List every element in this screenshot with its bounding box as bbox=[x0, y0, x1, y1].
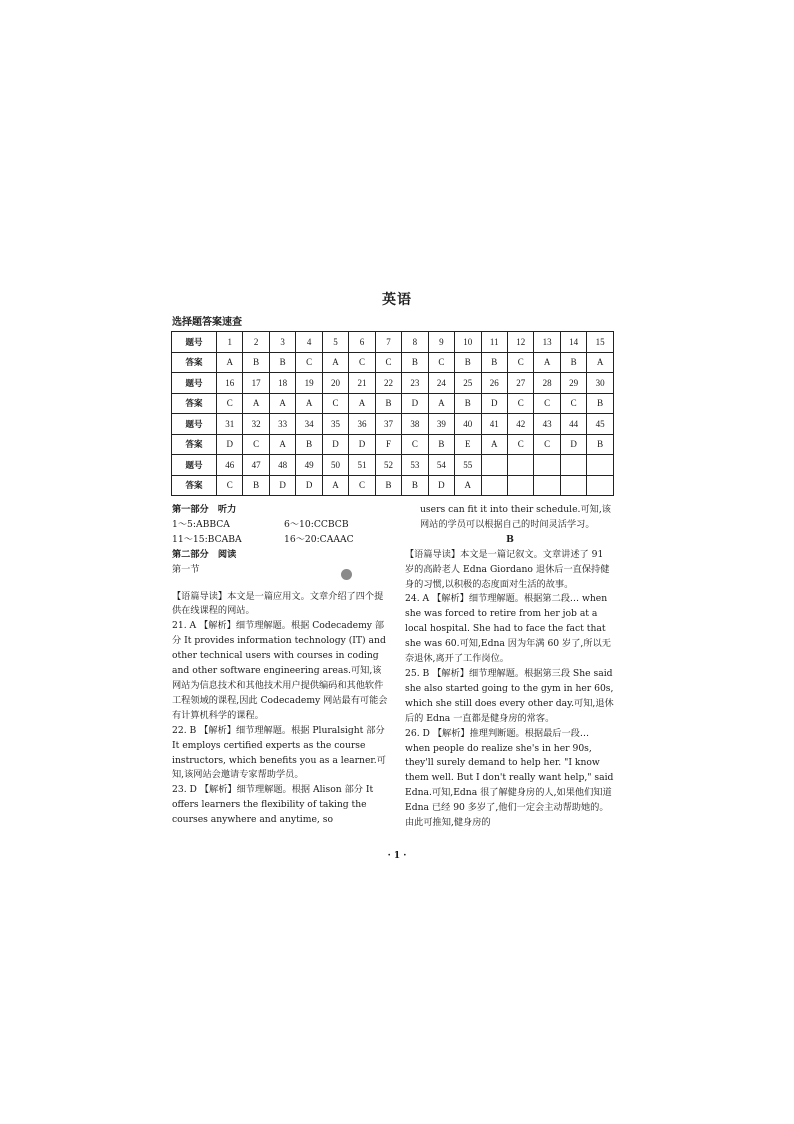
question-number-cell: 55 bbox=[455, 455, 481, 476]
question-number-cell: 38 bbox=[402, 414, 428, 435]
question-number-cell: 28 bbox=[534, 373, 560, 394]
part1-heading: 第一部分 听力 bbox=[172, 504, 237, 515]
answer-cell bbox=[560, 475, 586, 496]
question-number-cell: 34 bbox=[296, 414, 322, 435]
answer-cell: C bbox=[534, 393, 560, 414]
row-label-answer: 答案 bbox=[172, 434, 217, 455]
answer-table bbox=[171, 331, 614, 496]
scan-dot-mark bbox=[341, 569, 352, 580]
answer-cell bbox=[507, 475, 533, 496]
quick-check-heading: 选择题答案速查 bbox=[172, 317, 242, 328]
answer-cell: D bbox=[217, 434, 243, 455]
question-number-cell: 2 bbox=[243, 332, 269, 353]
answer-cell: A bbox=[217, 352, 243, 373]
question-number-cell: 29 bbox=[560, 373, 586, 394]
question-number-cell: 10 bbox=[455, 332, 481, 353]
question-number-cell: 32 bbox=[243, 414, 269, 435]
answer-cell: A bbox=[322, 475, 348, 496]
answer-cell: B bbox=[375, 393, 401, 414]
section-label: 第一节 bbox=[172, 563, 200, 575]
row-label-answer: 答案 bbox=[172, 393, 217, 414]
question-number-cell: 27 bbox=[507, 373, 533, 394]
question-number-cell bbox=[534, 455, 560, 476]
question-number-cell: 15 bbox=[587, 332, 614, 353]
answer-cell: C bbox=[507, 434, 533, 455]
answer-cell: B bbox=[296, 434, 322, 455]
answer-cell: A bbox=[455, 475, 481, 496]
question-number-cell: 19 bbox=[296, 373, 322, 394]
answer-cell: A bbox=[587, 352, 614, 373]
answer-cell: D bbox=[402, 393, 428, 414]
row-label-question: 题号 bbox=[172, 455, 217, 476]
question-number-cell: 5 bbox=[322, 332, 348, 353]
answer-cell: C bbox=[375, 352, 401, 373]
answer-cell: A bbox=[481, 434, 507, 455]
answer-cell: B bbox=[243, 475, 269, 496]
answer-cell: B bbox=[455, 393, 481, 414]
question-number-cell: 50 bbox=[322, 455, 348, 476]
question-number-cell: 4 bbox=[296, 332, 322, 353]
listening-answers-2: 6～10:CCBCB bbox=[284, 518, 349, 530]
answer-cell: B bbox=[402, 352, 428, 373]
question-number-row bbox=[172, 373, 614, 394]
answer-cell: C bbox=[402, 434, 428, 455]
question-number-cell: 12 bbox=[507, 332, 533, 353]
answer-cell: A bbox=[349, 393, 375, 414]
question-number-cell: 16 bbox=[217, 373, 243, 394]
question-number-cell: 40 bbox=[455, 414, 481, 435]
answer-cell: A bbox=[322, 352, 348, 373]
answer-cell: B bbox=[375, 475, 401, 496]
question-number-cell: 41 bbox=[481, 414, 507, 435]
question-number-cell: 9 bbox=[428, 332, 454, 353]
question-number-cell: 3 bbox=[269, 332, 295, 353]
question-number-cell: 20 bbox=[322, 373, 348, 394]
answer-cell: D bbox=[269, 475, 295, 496]
question-number-cell: 14 bbox=[560, 332, 586, 353]
question-number-cell: 24 bbox=[428, 373, 454, 394]
question-number-cell bbox=[481, 455, 507, 476]
answer-cell: D bbox=[322, 434, 348, 455]
answer-cell: C bbox=[349, 352, 375, 373]
question-number-cell: 39 bbox=[428, 414, 454, 435]
answer-cell: D bbox=[560, 434, 586, 455]
question-number-cell: 45 bbox=[587, 414, 614, 435]
question-number-cell: 37 bbox=[375, 414, 401, 435]
answer-21: 21. A 【解析】细节理解题。根据 Codecademy 部分 It provides information technology (IT) and other technical users with courses in coding and other software engineering areas.可知,该网站为信息技术和其他技术用户提供编码和其他软件工程领域的课程,因此 Codecademy 网站最有可能会有计算机科学的课程。 bbox=[172, 620, 388, 721]
left-column bbox=[172, 503, 390, 828]
question-number-cell: 26 bbox=[481, 373, 507, 394]
answer-cell: A bbox=[243, 393, 269, 414]
answer-cell: B bbox=[402, 475, 428, 496]
answer-23-continued: users can fit it into their schedule.可知,该网站的学员可以根据自己的时间灵活学习。 bbox=[420, 504, 611, 530]
question-number-row bbox=[172, 455, 614, 476]
answer-24: 24. A 【解析】细节理解题。根据第二段… when she was forced to retire from her job at a local hospital. She had to face the fact that she was 60.可知,Edna 因为年满 60 岁了,所以无奈退休,离开了工作岗位。 bbox=[405, 593, 611, 665]
answer-cell: D bbox=[481, 393, 507, 414]
answer-cell bbox=[481, 475, 507, 496]
question-number-cell: 46 bbox=[217, 455, 243, 476]
answer-row bbox=[172, 434, 614, 455]
part2-heading: 第二部分 阅读 bbox=[172, 548, 237, 560]
answer-26: 26. D 【解析】推理判断题。根据最后一段… when people do realize she's in her 90s, they'll surely demand to help her. "I know them well. But I don't really want help," said Edna.可知,Edna 很了解健身房的人,如果他们知道 Edna 已经 90 多岁了,他们一定会主动帮助她的。由此可推知,健身房的 bbox=[405, 727, 614, 829]
answer-cell: C bbox=[217, 393, 243, 414]
question-number-cell: 22 bbox=[375, 373, 401, 394]
row-label-answer: 答案 bbox=[172, 475, 217, 496]
listening-answers-3: 11～15:BCABA bbox=[172, 533, 242, 545]
question-number-cell: 25 bbox=[455, 373, 481, 394]
answer-cell: C bbox=[322, 393, 348, 414]
answer-cell: B bbox=[481, 352, 507, 373]
question-number-cell: 47 bbox=[243, 455, 269, 476]
question-number-cell: 7 bbox=[375, 332, 401, 353]
question-number-cell: 23 bbox=[402, 373, 428, 394]
question-number-cell: 43 bbox=[534, 414, 560, 435]
question-number-cell: 54 bbox=[428, 455, 454, 476]
question-number-cell: 52 bbox=[375, 455, 401, 476]
question-number-cell: 31 bbox=[217, 414, 243, 435]
answer-cell: F bbox=[375, 434, 401, 455]
answer-cell: E bbox=[455, 434, 481, 455]
question-number-cell: 33 bbox=[269, 414, 295, 435]
answer-cell: D bbox=[428, 475, 454, 496]
answer-cell bbox=[534, 475, 560, 496]
question-number-cell: 44 bbox=[560, 414, 586, 435]
question-number-cell: 48 bbox=[269, 455, 295, 476]
question-number-cell: 36 bbox=[349, 414, 375, 435]
answer-23: 23. D 【解析】细节理解题。根据 Alison 部分 It offers learners the flexibility of taking the courses anywhere and anytime, so bbox=[172, 784, 374, 826]
question-number-cell: 8 bbox=[402, 332, 428, 353]
passage-b-intro: 【语篇导读】本文是一篇记叙文。文章讲述了 91 岁的高龄老人 Edna Giordano 退休后一直保持健身的习惯,以积极的态度面对生活的故事。 bbox=[405, 548, 610, 590]
listening-answers-row1 bbox=[172, 518, 390, 533]
row-label-question: 题号 bbox=[172, 332, 217, 353]
question-number-cell: 6 bbox=[349, 332, 375, 353]
listening-answers-4: 16～20:CAAAC bbox=[284, 533, 354, 545]
answer-25: 25. B 【解析】细节理解题。根据第三段 She said she also started going to the gym in her 60s, which she still does every other day.可知,退休后的 Edna 一直都是健身房的常客。 bbox=[405, 667, 614, 724]
question-number-cell: 21 bbox=[349, 373, 375, 394]
answer-cell: B bbox=[587, 393, 614, 414]
question-number-cell: 11 bbox=[481, 332, 507, 353]
answer-cell: A bbox=[428, 393, 454, 414]
question-number-cell: 13 bbox=[534, 332, 560, 353]
page-title: 英语 bbox=[382, 292, 412, 308]
answer-row bbox=[172, 393, 614, 414]
answer-cell bbox=[587, 475, 614, 496]
answer-row bbox=[172, 352, 614, 373]
row-label-question: 题号 bbox=[172, 414, 217, 435]
question-number-cell: 42 bbox=[507, 414, 533, 435]
answer-cell: C bbox=[507, 393, 533, 414]
row-label-question: 题号 bbox=[172, 373, 217, 394]
answer-cell: C bbox=[428, 352, 454, 373]
question-number-cell: 1 bbox=[217, 332, 243, 353]
answer-cell: C bbox=[560, 393, 586, 414]
question-number-cell: 17 bbox=[243, 373, 269, 394]
answer-cell: A bbox=[269, 393, 295, 414]
page-number: · 1 · bbox=[387, 851, 407, 861]
row-label-answer: 答案 bbox=[172, 352, 217, 373]
listening-answers-row2 bbox=[172, 533, 390, 548]
answer-cell: A bbox=[534, 352, 560, 373]
answer-cell: D bbox=[349, 434, 375, 455]
question-number-cell: 53 bbox=[402, 455, 428, 476]
listening-answers-1: 1～5:ABBCA bbox=[172, 518, 230, 530]
answer-cell: B bbox=[243, 352, 269, 373]
question-number-cell: 35 bbox=[322, 414, 348, 435]
answer-cell: B bbox=[587, 434, 614, 455]
right-column bbox=[405, 503, 615, 831]
answer-cell: C bbox=[349, 475, 375, 496]
question-number-cell: 18 bbox=[269, 373, 295, 394]
question-number-cell: 30 bbox=[587, 373, 614, 394]
answer-22: 22. B 【解析】细节理解题。根据 Pluralsight 部分 It employs certified experts as the course instructors, which benefits you as a learner.可知,该网站会邀请专家帮助学员。 bbox=[172, 724, 386, 781]
question-number-cell: 51 bbox=[349, 455, 375, 476]
answer-cell: C bbox=[296, 352, 322, 373]
answer-cell: B bbox=[455, 352, 481, 373]
question-number-cell bbox=[587, 455, 614, 476]
answer-cell: A bbox=[269, 434, 295, 455]
answer-cell: B bbox=[560, 352, 586, 373]
question-number-cell: 49 bbox=[296, 455, 322, 476]
answer-cell: C bbox=[243, 434, 269, 455]
answer-cell: B bbox=[428, 434, 454, 455]
question-number-cell bbox=[560, 455, 586, 476]
answer-cell: D bbox=[296, 475, 322, 496]
passage-b-label: B bbox=[506, 533, 514, 545]
answer-cell: C bbox=[507, 352, 533, 373]
question-number-row bbox=[172, 414, 614, 435]
passage-a-intro: 【语篇导读】本文是一篇应用文。文章介绍了四个提供在线课程的网站。 bbox=[172, 590, 384, 617]
question-number-cell bbox=[507, 455, 533, 476]
answer-cell: C bbox=[534, 434, 560, 455]
answer-cell: A bbox=[296, 393, 322, 414]
answer-cell: C bbox=[217, 475, 243, 496]
question-number-row bbox=[172, 332, 614, 353]
answer-cell: B bbox=[269, 352, 295, 373]
answer-row bbox=[172, 475, 614, 496]
